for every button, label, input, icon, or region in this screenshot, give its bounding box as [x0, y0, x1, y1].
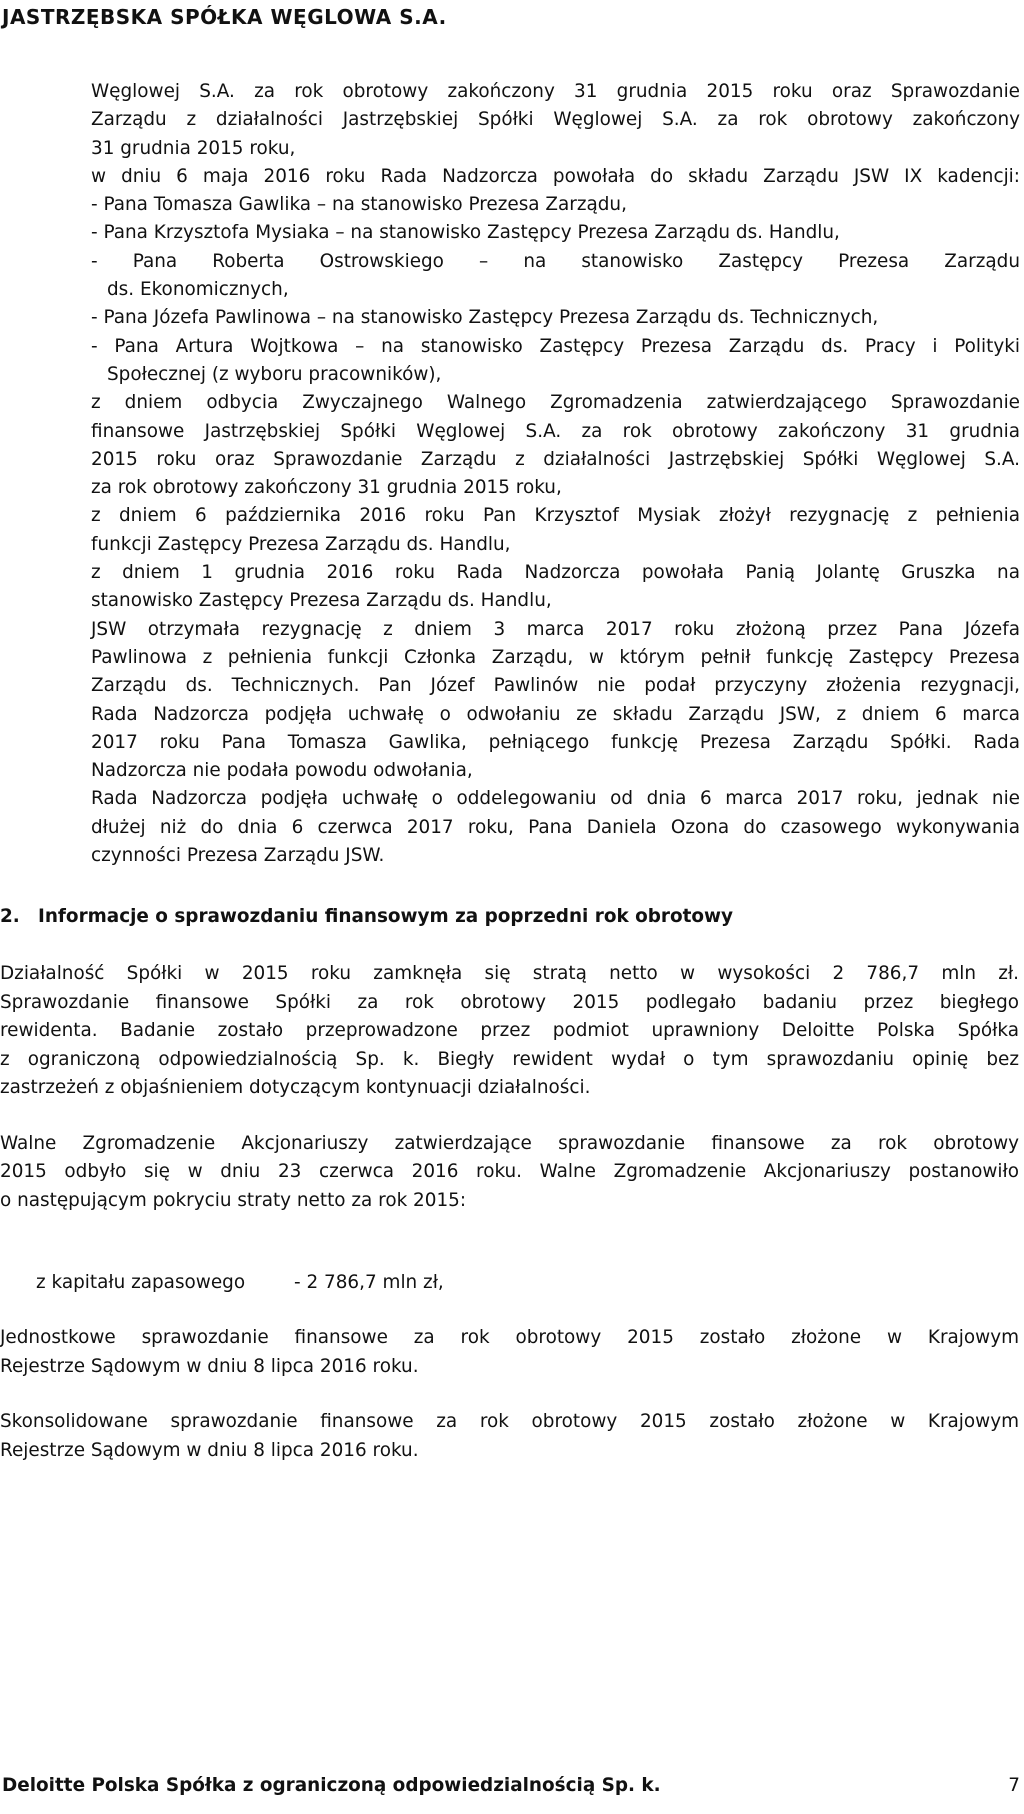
text-line: Rada Nadzorcza podjęła uchwałę o odwołaniu ze składu Zarządu JSW, z dniem 6 marca — [91, 703, 1020, 725]
text-line: Rejestrze Sądowym w dniu 8 lipca 2016 roku. — [0, 1439, 419, 1461]
text-line: Skonsolidowane sprawozdanie finansowe za rok obrotowy 2015 zostało złożone w Krajowym — [0, 1411, 1019, 1433]
page-number: 7 — [1008, 1775, 1020, 1796]
text-line: za rok obrotowy zakończony 31 grudnia 2015 roku, — [91, 477, 562, 499]
page-footer — [2, 1775, 1020, 1796]
text-line: - Pana Tomasza Gawlika – na stanowisko Prezesa Zarządu, — [91, 194, 627, 216]
text-line: - Pana Roberta Ostrowskiego – na stanowisko Zastępcy Prezesa Zarządu — [91, 250, 1020, 272]
text-line: Rejestrze Sądowym w dniu 8 lipca 2016 roku. — [0, 1355, 419, 1377]
text-line: JSW otrzymała rezygnację z dniem 3 marca 2017 roku złożoną przez Pana Józefa — [91, 618, 1020, 640]
document-body — [0, 78, 1020, 1465]
text-line: 2017 roku Pana Tomasza Gawlika, pełniącego funkcję Prezesa Zarządu Spółki. Rada — [91, 731, 1020, 753]
text-line: Jednostkowe sprawozdanie finansowe za rok obrotowy 2015 zostało złożone w Krajowym — [0, 1327, 1019, 1349]
text-line: Pawlinowa z pełnienia funkcji Członka Zarządu, w którym pełnił funkcję Zastępcy Prezesa — [91, 646, 1020, 668]
text-line: w dniu 6 maja 2016 roku Rada Nadzorcza powołała do składu Zarządu JSW IX kadencji: — [91, 165, 1020, 187]
text-line: - Pana Artura Wojtkowa – na stanowisko Zastępcy Prezesa Zarządu ds. Pracy i Polityki — [91, 335, 1020, 357]
text-line: Rada Nadzorcza podjęła uchwałę o oddelegowaniu od dnia 6 marca 2017 roku, jednak nie — [91, 788, 1020, 810]
text-line: zastrzeżeń z objaśnieniem dotyczącym kontynuacji działalności. — [0, 1077, 591, 1099]
paragraph-shareholders-meeting — [0, 1130, 1019, 1216]
footer-firm-name: Deloitte Polska Spółka z ograniczoną odpowiedzialnością Sp. k. — [2, 1775, 661, 1796]
paragraph-net-loss — [0, 960, 1019, 1103]
text-line: dłużej niż do dnia 6 czerwca 2017 roku, Pana Daniela Ozona do czasowego wykonywania — [91, 816, 1020, 838]
continuation-block — [91, 78, 1020, 870]
text-line: z dniem 6 października 2016 roku Pan Krzysztof Mysiak złożył rezygnację z pełnienia — [91, 505, 1020, 527]
text-line: Węglowej S.A. za rok obrotowy zakończony 31 grudnia 2015 roku oraz Sprawozdanie — [91, 81, 1020, 102]
text-line: finansowe Jastrzębskiej Spółki Węglowej S.A. za rok obrotowy zakończony 31 grudnia — [91, 420, 1020, 442]
text-line: 31 grudnia 2015 roku, — [91, 137, 296, 159]
text-line: czynności Prezesa Zarządu JSW. — [91, 845, 385, 867]
paragraph-consolidated-filing — [0, 1408, 1019, 1465]
text-line: Sprawozdanie finansowe Spółki za rok obrotowy 2015 podlegało badaniu przez biegłego — [0, 991, 1019, 1013]
text-line: Działalność Spółki w 2015 roku zamknęła się stratą netto w wysokości 2 786,7 mln zł. — [0, 963, 1019, 985]
paragraph-standalone-filing — [0, 1324, 1019, 1381]
loss-allocation-row — [36, 1269, 1020, 1297]
text-line: funkcji Zastępcy Prezesa Zarządu ds. Handlu, — [91, 533, 511, 555]
text-line: 2015 odbyło się w dniu 23 czerwca 2016 roku. Walne Zgromadzenie Akcjonariuszy postanowiło — [0, 1161, 1019, 1183]
section-number: 2. — [0, 906, 20, 928]
text-line: rewidenta. Badanie zostało przeprowadzone przez podmiot uprawniony Deloitte Polska Spółka — [0, 1020, 1019, 1042]
text-line: Zarządu z działalności Jastrzębskiej Spółki Węglowej S.A. za rok obrotowy zakończony — [91, 109, 1020, 131]
text-line: Nadzorcza nie podała powodu odwołania, — [91, 760, 473, 782]
text-line: z ograniczoną odpowiedzialnością Sp. k. Biegły rewident wydał o tym sprawozdaniu opinię bez — [0, 1048, 1019, 1070]
text-line: stanowisko Zastępcy Prezesa Zarządu ds. Handlu, — [91, 590, 552, 612]
text-line: ds. Ekonomicznych, — [107, 279, 289, 301]
text-line: z dniem odbycia Zwyczajnego Walnego Zgromadzenia zatwierdzającego Sprawozdanie — [91, 392, 1020, 414]
allocation-label: z kapitału zapasowego — [36, 1272, 246, 1294]
text-line: - Pana Józefa Pawlinowa – na stanowisko Zastępcy Prezesa Zarządu ds. Technicznych, — [91, 307, 879, 329]
text-line: Społecznej (z wyboru pracowników), — [107, 363, 442, 385]
text-line: z dniem 1 grudnia 2016 roku Rada Nadzorcza powołała Panią Jolantę Gruszka na — [91, 562, 1020, 584]
text-line: Zarządu ds. Technicznych. Pan Józef Pawlinów nie podał przyczyny złożenia rezygnacji, — [91, 675, 1020, 697]
text-line: 2015 roku oraz Sprawozdanie Zarządu z działalności Jastrzębskiej Spółki Węglowej S.A. — [91, 448, 1020, 470]
text-line: Walne Zgromadzenie Akcjonariuszy zatwierdzające sprawozdanie finansowe za rok obrotowy — [0, 1132, 1019, 1154]
section-heading — [0, 903, 1020, 931]
text-line: - Pana Krzysztofa Mysiaka – na stanowisko Zastępcy Prezesa Zarządu ds. Handlu, — [91, 222, 840, 244]
text-line: o następującym pokryciu straty netto za rok 2015: — [0, 1189, 467, 1211]
section-title: Informacje o sprawozdaniu finansowym za poprzedni rok obrotowy — [38, 906, 734, 928]
page-header-company: JASTRZĘBSKA SPÓŁKA WĘGLOWA S.A. — [2, 5, 447, 29]
allocation-value: - 2 786,7 mln zł, — [294, 1272, 444, 1294]
